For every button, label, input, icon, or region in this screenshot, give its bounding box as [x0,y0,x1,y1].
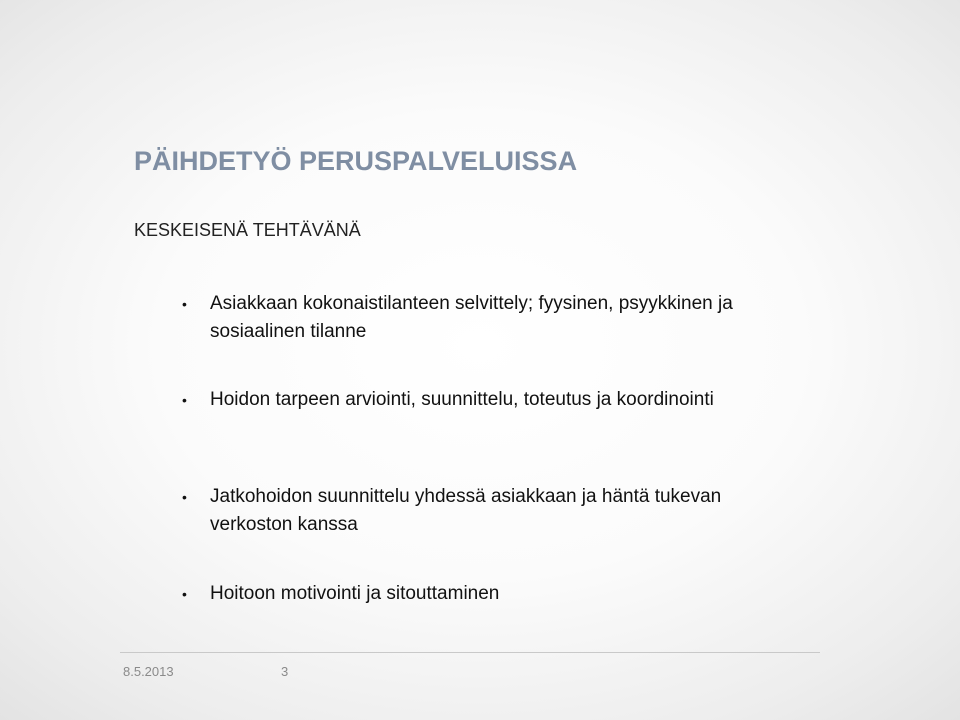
slide-subtitle: KESKEISENÄ TEHTÄVÄNÄ [134,220,361,240]
bullet-icon: • [182,586,187,602]
bullet-text: Hoitoon motivointi ja sitouttaminen [210,583,500,604]
bullet-icon: • [182,392,187,408]
bullet-text: Jatkohoidon suunnittelu yhdessä asiakkaan ja häntä tukevan verkoston kanssa [210,486,722,535]
slide-title: PÄIHDETYÖ PERUSPALVELUISSA [134,146,578,176]
bullet-text: Hoidon tarpeen arviointi, suunnittelu, toteutus ja koordinointi [210,389,714,410]
bullet-icon: • [182,296,187,312]
page-number: 3 [281,664,289,679]
footer-divider [120,652,820,653]
footer-date: 8.5.2013 [123,664,174,679]
bullet-icon: • [182,489,187,505]
bullet-text: Asiakkaan kokonaistilanteen selvittely; fyysinen, psyykkinen ja sosiaalinen tilanne [210,293,733,342]
